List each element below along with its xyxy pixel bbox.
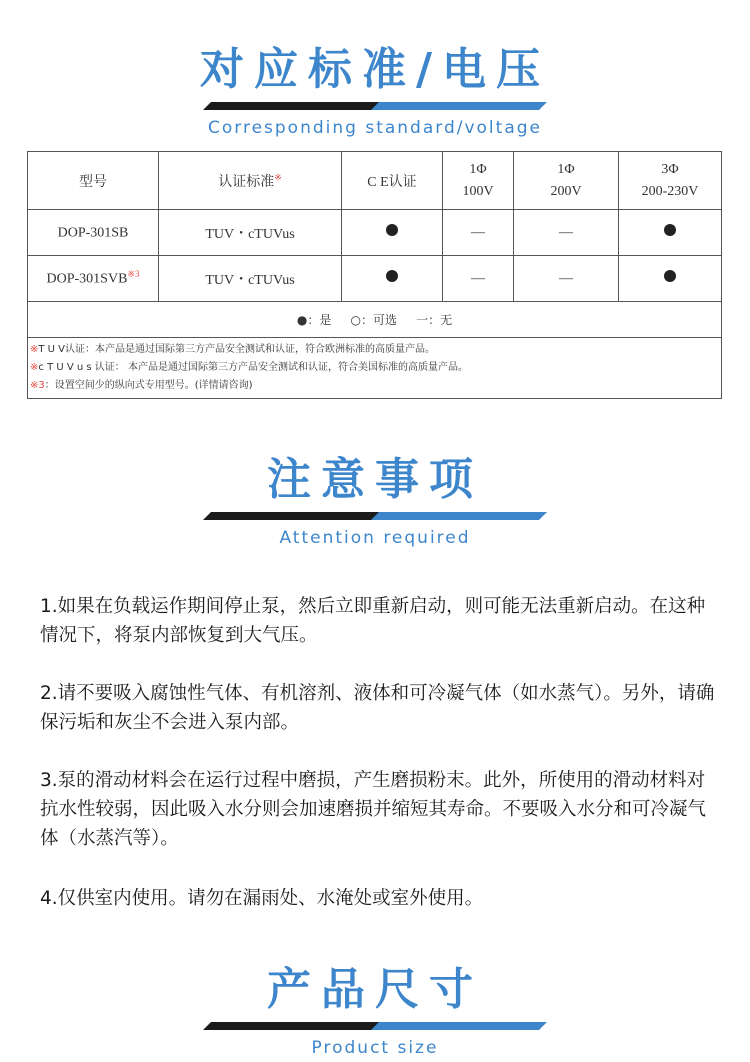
title-underline-bar [203,102,547,112]
cell-standard: TUV・cTUVus [159,210,342,256]
title-underline-bar [203,1022,547,1032]
header-ce: C E认证 [342,152,443,210]
cell-model: DOP-301SVB$^{※3}$ [28,256,159,302]
section-title: 注意事项 [267,454,483,505]
legend-optional-symbol: ○ [350,313,361,327]
note-vertical-model: ※3：设置空间少的纵向式专用型号。(详情请咨询) [30,380,253,391]
yes-dot-icon [664,224,676,236]
cell-100v: — [443,210,514,256]
header-model: 型号 [28,152,159,210]
note-ctuvus: ※c T U V u s 认证： 本产品是通过国际第三方产品安全测试和认证，符合美国标准的高质量产品。 [30,362,468,373]
title-underline-bar [203,512,547,522]
section-subtitle: Attention required [279,528,471,548]
cell-standard: TUV・cTUVus [159,256,342,302]
cell-200v: — [514,210,619,256]
attention-item: 1.如果在负载运作期间停止泵，然后立即重新启动，则可能无法重新启动。在这种情况下，将泵内部恢复到大气压。 [40,596,706,646]
yes-dot-icon [664,270,676,282]
cell-100v: — [443,256,514,302]
legend: ●：是 ○：可选 一：无 [28,302,722,338]
cell-ce [342,210,443,256]
cell-200v: — [514,256,619,302]
table-header-row [28,152,722,210]
section-heading-size [0,962,750,1058]
table-row [28,210,722,256]
notes [28,338,722,399]
table-row [28,256,722,302]
section-title: 产品尺寸 [267,964,483,1015]
legend-row [28,302,722,338]
header-1phase-200v: 1Φ 200V [514,152,619,210]
attention-item: 2.请不要吸入腐蚀性气体、有机溶剂、液体和可冷凝气体（如水蒸气）。另外，请确保污垢和灰尘不会进入泵内部。 [40,683,715,733]
section-heading-attention [0,452,750,548]
section-subtitle: Product size [311,1038,439,1058]
attention-item: 3.泵的滑动材料会在运行过程中磨损，产生磨损粉末。此外，所使用的滑动材料对抗水性较弱，因此吸入水分则会加速磨损并缩短其寿命。不要吸入水分和可冷凝气体（水蒸汽等）。 [40,770,707,849]
cell-3phase [619,210,722,256]
header-3phase: 3Φ 200-230V [619,152,722,210]
cell-ce [342,256,443,302]
note-tuv: ※T U V认证：本产品是通过国际第三方产品安全测试和认证，符合欧洲标准的高质量产品。 [30,344,436,355]
section-title: 对应标准/电压 [199,44,551,95]
legend-yes-symbol: ● [296,313,308,327]
yes-dot-icon [386,270,398,282]
yes-dot-icon [386,224,398,236]
notes-row [28,338,722,399]
cell-3phase [619,256,722,302]
header-standard: 认证标准※ [159,152,342,210]
spec-table [27,151,722,399]
header-1phase-100v: 1Φ 100V [443,152,514,210]
legend-none-symbol: 一 [416,313,429,327]
section-heading-standard [0,42,750,138]
section-subtitle: Corresponding standard/voltage [208,118,542,138]
cell-model: DOP-301SB [28,210,159,256]
attention-item: 4.仅供室内使用。请勿在漏雨处、水淹处或室外使用。 [40,888,484,909]
